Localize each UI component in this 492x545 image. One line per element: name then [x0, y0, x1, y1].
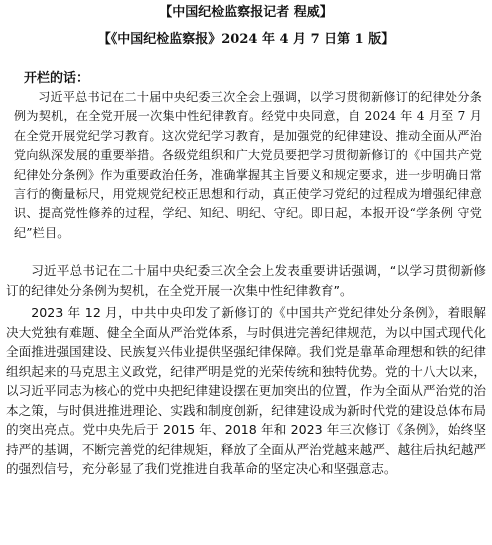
body-paragraph: 习近平总书记在二十届中央纪委三次全会上发表重要讲话强调，“以学习贯彻新修订的纪律处分条例为契机，在全党开展一次集中性纪律教育”。: [6, 263, 486, 298]
intro-text: 习近平总书记在二十届中央纪委三次全会上强调，以学习贯彻新修订的纪律处分条例为契机，在全党开展一次集中性纪律教育。经党中央同意，自 2024 年 4 月至 7 月在全党开展党纪学习教育。这次党纪学习教育，是加强党的纪律建设、推动全面从严治党向纵深发展的重要举措。各级党组织和广大党员要把学习贯彻新修订的《中国共产党纪律处分条例》作为重要政治任务，准确掌握其主旨要义和规定要求，进一步明确日常言行的衡量标尺，用党规党纪校正思想和行动，真正使学习党纪的过程成为增强纪律意识、提高党性修养的过程，学纪、知纪、明纪、守纪。即日起，本报开设“学条例 守党纪”栏目。: [14, 90, 482, 240]
source-line: 【《中国纪检监察报》2024 年 4 月 7 日第 1 版】: [97, 32, 395, 47]
intro-section: [6, 69, 486, 243]
section-spacer: [6, 243, 486, 261]
byline: 【中国纪检监察报记者 程威】: [159, 5, 333, 20]
article-body: [6, 261, 486, 479]
intro-title: 开栏的话：: [24, 71, 90, 86]
body-paragraph: 2023 年 12 月，中共中央印发了新修订的《中国共产党纪律处分条例》，着眼解决大党独有难题、健全全面从严治党体系，与时俱进完善纪律规范，为以中国式现代化全面推进强国建设、民族复兴伟业提供坚强纪律保障。我们党是靠革命理想和铁的纪律组织起来的马克思主义政党，纪律严明是党的光荣传统和独特优势。党的十八大以来，以习近平同志为核心的党中央把纪律建设摆在更加突出的位置，作为全面从严治党的治本之策，与时俱进推进理论、实践和制度创新，纪律建设成为新时代党的建设总体布局的突出亮点。党中央先后于 2015 年、2018 年和 2023 年三次修订《条例》，始终坚持严的基调，不断完善党的纪律规矩，释放了全面从严治党越来越严、越往后执纪越严的强烈信号，充分彰显了我们党推进自我革命的坚定决心和坚强意志。: [6, 305, 486, 477]
